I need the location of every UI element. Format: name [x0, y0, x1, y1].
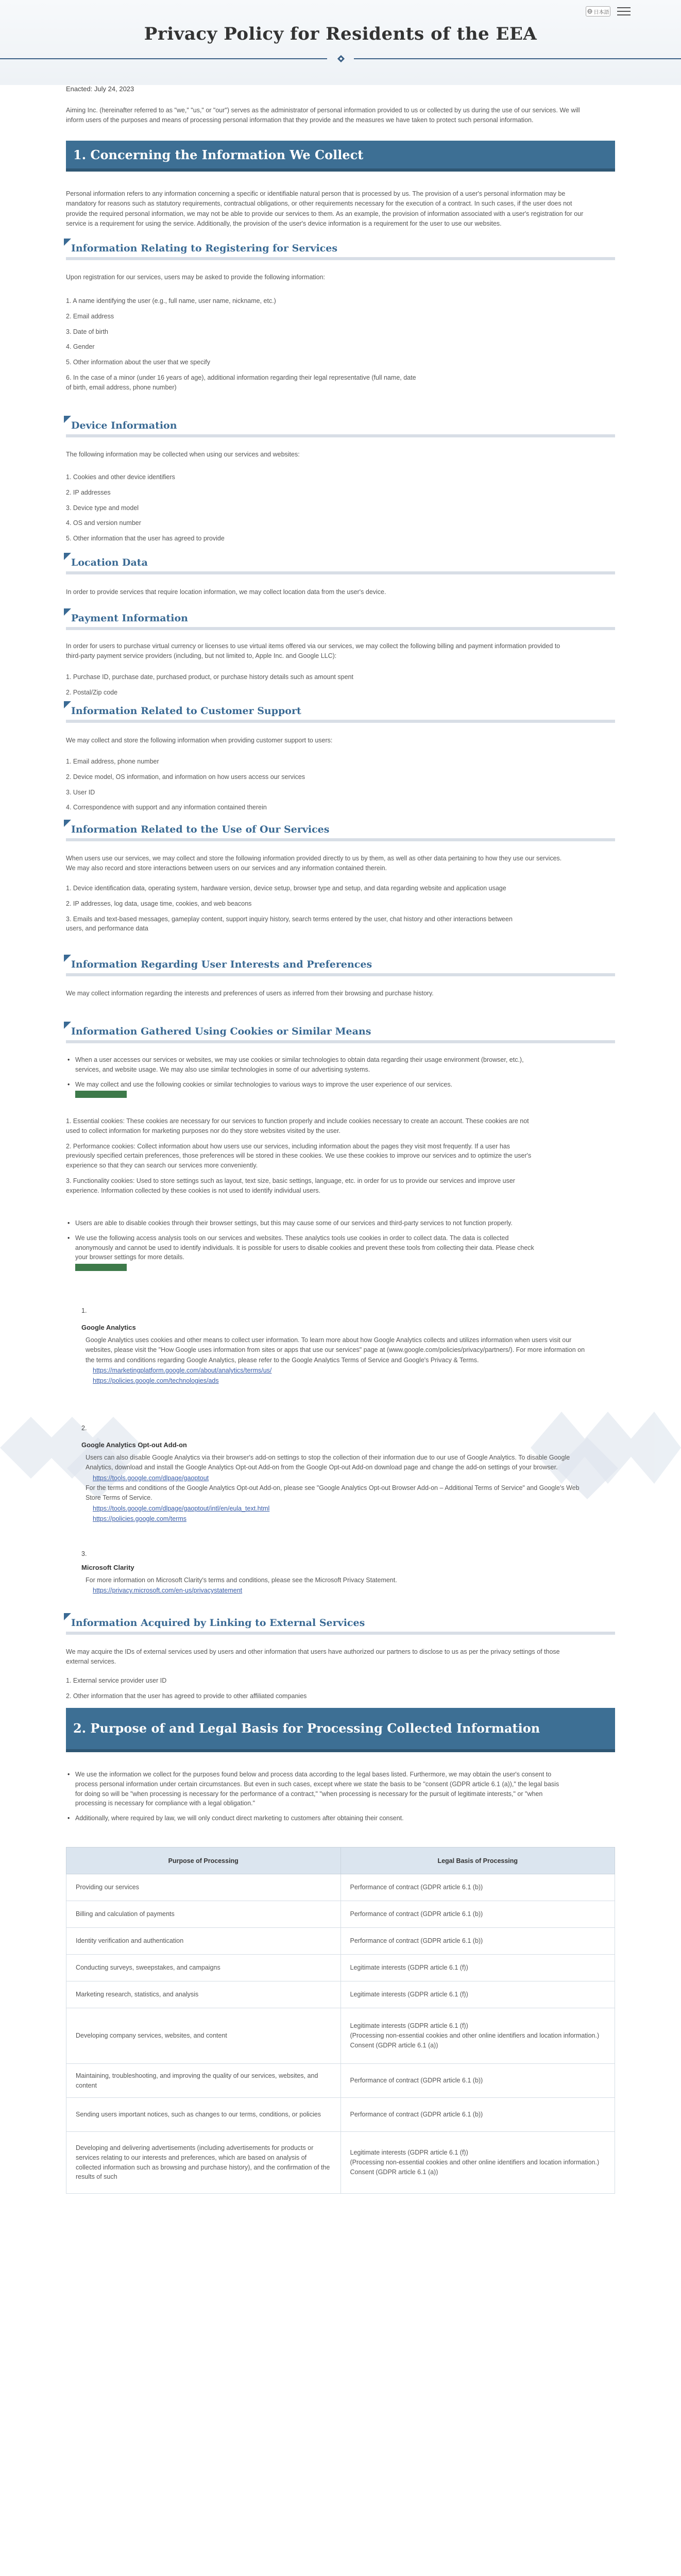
tool-text-2: For the terms and conditions of the Google Analytics Opt-out Add-on, please see "Google Analytics Opt-out Browser Add-on – Additional Terms of Service" and Google's Web Store Terms of Service.	[86, 1484, 580, 1502]
cookies-bullets-b	[66, 1218, 540, 1277]
table-cell: Performance of contract (GDPR article 6.1 (b))	[340, 2064, 615, 2098]
external-link[interactable]: https://policies.google.com/terms	[93, 1515, 187, 1522]
payment-lead: In order for users to purchase virtual currency or licenses to use virtual items offered via our services, we may collect the following billing and payment information provided to third-party payment service providers (including, but not limited to, Apple Inc. and Google LLC):	[66, 642, 560, 660]
table-cell: Conducting surveys, sweepstakes, and campaigns	[66, 1955, 341, 1981]
tool-google-analytics	[81, 1307, 586, 1386]
list-item: 2. Email address	[66, 312, 114, 320]
enacted-date: Enacted: July 24, 2023	[66, 85, 134, 93]
list-item: • We use the information we collect for the purposes found below and process data according to the legal bases listed. Furthermore, we may obtain the user's consent to process personal information under certain circumstances. But even in such cases, except where we state the basis to be "consent (GDPR article 6.1 (a))," the legal basis for doing so will be "when processing is necessary for the performance of a contract," "when processing is necessary for the pursuit of legitimate interests," or "when processing is necessary for compliance with a legal obligation."	[66, 1770, 560, 1808]
payment-list	[66, 672, 530, 703]
list-item: 1. Email address, phone number	[66, 758, 159, 765]
list-item: 1. A name identifying the user (e.g., full name, user name, nickname, etc.)	[66, 297, 276, 304]
table-cell: Legitimate interests (GDPR article 6.1 (f))	[340, 1981, 615, 2008]
cookies-bullets-a	[66, 1055, 540, 1104]
table-cell: Performance of contract (GDPR article 6.1 (b))	[340, 1874, 615, 1901]
list-item: • Additionally, where required by law, we will only conduct direct marketing to customers after obtaining their consent.	[66, 1814, 560, 1823]
tool-name: Google Analytics Opt-out Add-on	[81, 1441, 187, 1449]
cookies-type-list	[66, 1116, 535, 1201]
external-link[interactable]: https://tools.google.com/dlpage/gaoptout	[93, 1474, 209, 1482]
tool-name: Google Analytics	[81, 1324, 136, 1331]
table-header: Legal Basis of Processing	[340, 1848, 615, 1874]
external-link[interactable]: https://privacy.microsoft.com/en-us/privacystatement	[93, 1587, 243, 1595]
list-item: 2. Other information that the user has agreed to provide to other affiliated companies	[66, 1692, 307, 1700]
table-row	[66, 2132, 615, 2194]
list-item: 5. Other information about the user that we specify	[66, 359, 211, 366]
interests-lead: We may collect information regarding the interests and preferences of users as inferred from their browsing and purchase history.	[66, 990, 434, 997]
section-usage: Information Related to the Use of Our Services	[66, 821, 615, 841]
device-lead: The following information may be collected when using our services and websites:	[66, 451, 300, 458]
tool-text: For more information on Microsoft Clarity's terms and conditions, please see the Microsoft Privacy Statement.	[86, 1577, 397, 1584]
table-cell: Legitimate interests (GDPR article 6.1 (f)) (Processing non-essential cookies and other online identifiers and location information.) Consent (GDPR article 6.1 (a))	[340, 2132, 615, 2194]
list-item: 3. Device type and model	[66, 504, 139, 512]
tool-text: Google Analytics uses cookies and other means to collect user information. To learn more about how Google Analytics collects and utilizes information when users visit our websites, please visit the "How Google uses information from sites or apps that use our services" page at (www.google.com/policies/privacy/partners/). For more information on the terms and conditions regarding Google Analytics, please refer to the Google Analytics Terms of Service and Google's Privacy & Terms.	[86, 1336, 585, 1364]
registering-lead: Upon registration for our services, users may be asked to provide the following information:	[66, 274, 326, 281]
table-cell: Sending users important notices, such as changes to our terms, conditions, or policies	[66, 2098, 341, 2132]
chapter-2-bullets	[66, 1770, 560, 1828]
list-item: 2. Performance cookies: Collect information about how users use our services, including information about the pages they visit most frequently. If a user has previously specified certain preferences, those preferences will be stored in these cookies. We use these cookies to improve our services and to optimize the user's experience so that they can search our services more conveniently.	[66, 1142, 532, 1169]
table-cell: Legitimate interests (GDPR article 6.1 (f))	[340, 1955, 615, 1981]
table-cell: Providing our services	[66, 1874, 341, 1901]
list-item: 2. IP addresses, log data, usage time, cookies, and web beacons	[66, 900, 252, 907]
highlight-tag	[75, 1264, 127, 1271]
section-interests: Information Regarding User Interests and Preferences	[66, 956, 615, 976]
tool-name: Microsoft Clarity	[81, 1564, 134, 1571]
highlight-tag	[75, 1091, 127, 1098]
table-row	[66, 1928, 615, 1955]
language-label: 日本語	[593, 9, 609, 15]
tool-number: 2.	[81, 1425, 87, 1432]
table-cell: Performance of contract (GDPR article 6.1 (b))	[340, 1928, 615, 1955]
table-cell: Performance of contract (GDPR article 6.1 (b))	[340, 2098, 615, 2132]
header-divider-left	[0, 58, 327, 59]
section-external: Information Acquired by Linking to External Services	[66, 1614, 615, 1635]
list-item	[66, 1233, 540, 1272]
section-location: Location Data	[66, 554, 615, 574]
external-link[interactable]: https://tools.google.com/dlpage/gaoptout/intl/en/eula_text.html	[93, 1504, 270, 1512]
bullet-text: We may collect and use the following cookies or similar technologies to various ways to improve the user experience of our services.	[75, 1080, 453, 1088]
list-item: 3. Emails and text-based messages, gameplay content, support inquiry history, search terms entered by the user, chat history and other interactions between users, and performance data	[66, 915, 513, 933]
list-item: 6. In the case of a minor (under 16 years of age), additional information regarding their legal representative (full name, date of birth, email address, phone number)	[66, 374, 416, 391]
section-registering: Information Relating to Registering for Services	[66, 240, 615, 260]
usage-list	[66, 884, 530, 939]
chapter-1-body: Personal information refers to any information concerning a specific or identifiable natural person that is processed by us. The provision of a user's personal information may be mandatory for reasons such as statutory requirements, contractual obligations, or other requirements necessary for the execution of a contract. In such cases, if the user does not provide the required personal information, we may not be able to provide our services to them. As an example, the provision of information associated with a user's registration for our service is a requirement for using the service. Additionally, the provision of the user's device information is a requirement for the user to use our websites.	[66, 190, 584, 228]
tool-microsoft-clarity	[81, 1550, 586, 1596]
tool-text: Users can also disable Google Analytics via their browser's add-on settings to stop the collection of their information due to our use of Google Analytics. To disable Google Analytics, download and install the Google Analytics Opt-out Add-on from the Google Opt-out Add-on download page and change the add-on settings of your browser.	[86, 1454, 570, 1471]
page-header	[0, 0, 681, 85]
list-item: 5. Other information that the user has agreed to provide	[66, 535, 225, 542]
tool-ga-optout	[81, 1425, 586, 1524]
table-cell: Maintaining, troubleshooting, and improving the quality of our services, websites, and content	[66, 2064, 341, 2098]
table-header: Purpose of Processing	[66, 1848, 341, 1874]
list-item: 3. Date of birth	[66, 328, 108, 335]
table-cell: Developing company services, websites, and content	[66, 2008, 341, 2064]
globe-icon	[587, 9, 592, 14]
section-cookies: Information Gathered Using Cookies or Similar Means	[66, 1023, 615, 1043]
section-support: Information Related to Customer Support	[66, 702, 615, 723]
list-item: 3. User ID	[66, 788, 95, 796]
list-item: • Users are able to disable cookies through their browser settings, but this may cause some of our services and third-party services to not function properly.	[66, 1218, 540, 1228]
table-cell: Legitimate interests (GDPR article 6.1 (f)) (Processing non-essential cookies and other online identifiers and location information.) Consent (GDPR article 6.1 (a))	[340, 2008, 615, 2064]
hamburger-menu-icon[interactable]	[617, 7, 631, 16]
list-item	[66, 1080, 540, 1099]
list-item: 2. IP addresses	[66, 488, 111, 496]
table-cell: Marketing research, statistics, and analysis	[66, 1981, 341, 2008]
table-row	[66, 1874, 615, 1901]
intro-paragraph: Aiming Inc. (hereinafter referred to as "we," "us," or "our") serves as the administrator of personal information provided to us or collected by us during the use of our services. We will inform users of the purposes and means of processing personal information that they provide and the measures we have taken to protect such personal information.	[66, 107, 580, 124]
table-cell: Performance of contract (GDPR article 6.1 (b))	[340, 1901, 615, 1928]
diamond-ornament-icon	[336, 54, 346, 64]
usage-lead: When users use our services, we may collect and store the following information provided directly to us by them, as well as other data pertaining to how they use our services. We may also record and store interactions between users on our services and any information contained therein.	[66, 855, 562, 872]
chapter-2-heading: 2. Purpose of and Legal Basis for Processing Collected Information	[66, 1708, 615, 1752]
header-divider-right	[354, 58, 681, 59]
table-row	[66, 1901, 615, 1928]
page-title: Privacy Policy for Residents of the EEA	[144, 24, 537, 44]
language-switch[interactable]	[586, 6, 610, 16]
table-row	[66, 2098, 615, 2132]
list-item: 1. External service provider user ID	[66, 1677, 167, 1684]
list-item: 3. Functionality cookies: Used to store settings such as layout, text size, basic settings, language, etc. in order for us to provide our services and improve user experience. Information collected by these cookies is not used to identify individual users.	[66, 1177, 515, 1194]
list-item: 1. Cookies and other device identifiers	[66, 473, 175, 481]
table-row	[66, 2064, 615, 2098]
external-lead: We may acquire the IDs of external services used by users and other information that users have authorized our partners to disclose to us as per the privacy settings of those external services.	[66, 1648, 560, 1666]
location-lead: In order to provide services that require location information, we may collect location data from the user's device.	[66, 588, 386, 596]
support-list	[66, 757, 530, 818]
external-link[interactable]: https://marketingplatform.google.com/about/analytics/terms/us/	[93, 1367, 272, 1375]
list-item: 1. Device identification data, operating system, hardware version, device setup, browser type and setup, and data regarding website and application usage	[66, 885, 506, 892]
purpose-table	[66, 1847, 615, 2194]
support-lead: We may collect and store the following information when providing customer support to users:	[66, 737, 333, 744]
list-item: 4. Gender	[66, 343, 95, 351]
tool-number: 1.	[81, 1307, 87, 1314]
table-cell: Billing and calculation of payments	[66, 1901, 341, 1928]
list-item: 2. Postal/Zip code	[66, 688, 118, 696]
external-link[interactable]: https://policies.google.com/technologies/ads	[93, 1377, 219, 1385]
list-item: 1. Purchase ID, purchase date, purchased product, or purchase history details such as amount spent	[66, 673, 353, 681]
section-payment: Payment Information	[66, 609, 615, 630]
list-item: 1. Essential cookies: These cookies are necessary for our services to function properly and include cookies necessary to create an account. These cookies are not used to collect information for marketing purposes nor do they store websites visited by the user.	[66, 1117, 529, 1134]
table-cell: Identity verification and authentication	[66, 1928, 341, 1955]
table-cell: Developing and delivering advertisements (including advertisements for products or services relating to our interests and preferences, which are based on analysis of collected information such as browsing and purchase history), and the confirmation of the results of such	[66, 2132, 341, 2194]
bullet-text: We use the following access analysis tools on our services and websites. These analytics tools use cookies in order to collect data. The data is collected anonymously and cannot be used to identify individuals. It is possible for users to disable cookies and prevent these tools from collecting their data. Please check your browser settings for more details.	[75, 1234, 534, 1261]
list-item: • When a user accesses our services or websites, we may use cookies or similar technologies to obtain data regarding their usage environment (browser, etc.), services, and website usage. We may also use similar technologies in some of our advertising systems.	[66, 1055, 540, 1075]
table-row	[66, 1955, 615, 1981]
list-item: 4. OS and version number	[66, 519, 141, 527]
table-row	[66, 1981, 615, 2008]
section-device: Device Information	[66, 417, 615, 437]
chapter-1-heading: 1. Concerning the Information We Collect	[66, 141, 615, 172]
table-header-row	[66, 1848, 615, 1874]
tool-number: 3.	[81, 1550, 87, 1557]
external-list	[66, 1676, 530, 1707]
table-row	[66, 2008, 615, 2064]
registering-list	[66, 296, 416, 398]
device-list	[66, 472, 416, 549]
list-item: 4. Correspondence with support and any information contained therein	[66, 804, 267, 811]
list-item: 2. Device model, OS information, and information on how users access our services	[66, 773, 305, 781]
